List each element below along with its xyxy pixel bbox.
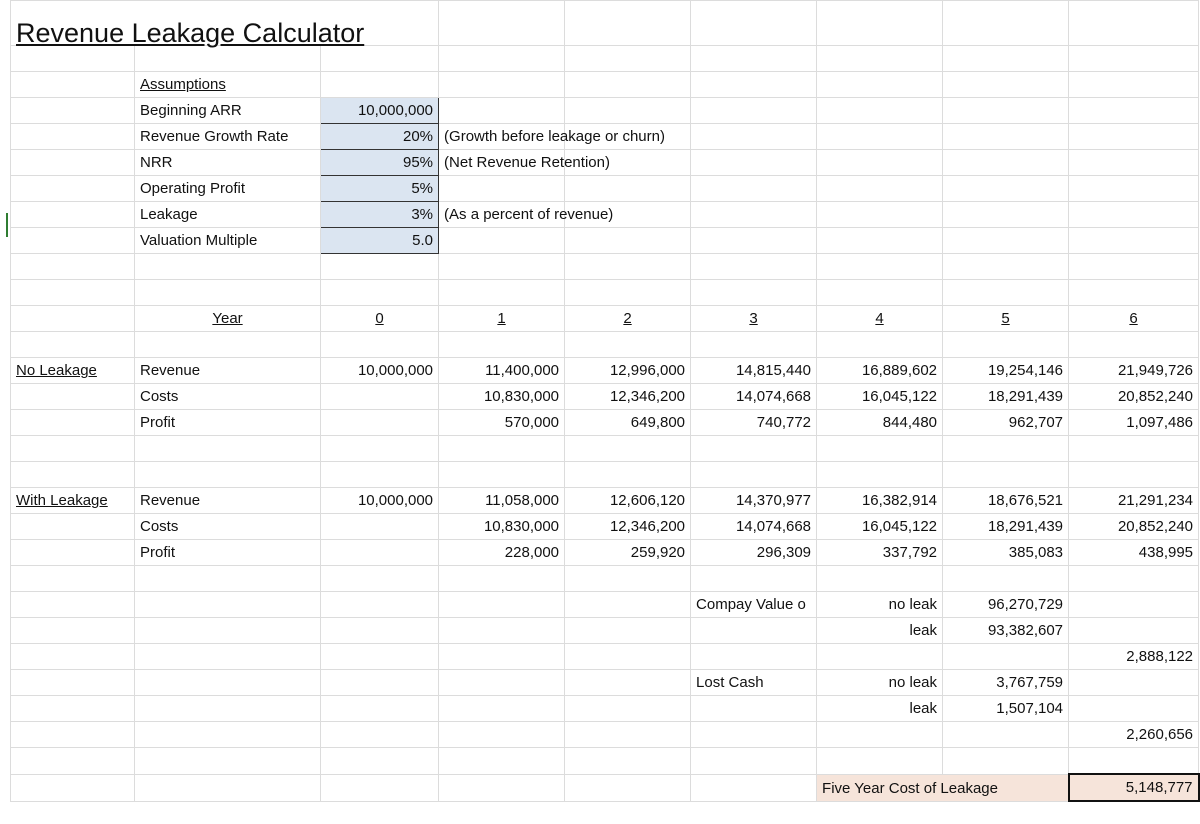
value-cell[interactable]: 12,996,000 bbox=[565, 358, 691, 384]
year-header-cell[interactable]: 3 bbox=[691, 306, 817, 332]
row-label[interactable]: Profit bbox=[135, 410, 321, 436]
value-cell[interactable]: 21,949,726 bbox=[1069, 358, 1199, 384]
row-with-leakage-profit bbox=[11, 540, 1199, 566]
lost-cash-leak-label[interactable]: leak bbox=[817, 696, 943, 722]
value-cell[interactable]: 296,309 bbox=[691, 540, 817, 566]
value-cell[interactable]: 20,852,240 bbox=[1069, 514, 1199, 540]
value-cell[interactable]: 740,772 bbox=[691, 410, 817, 436]
value-cell[interactable]: 16,045,122 bbox=[817, 384, 943, 410]
assumption-label[interactable]: Beginning ARR bbox=[135, 98, 321, 124]
row-label[interactable]: Costs bbox=[135, 384, 321, 410]
lost-cash-difference[interactable]: 2,260,656 bbox=[1069, 722, 1199, 748]
row-label[interactable]: Profit bbox=[135, 540, 321, 566]
row-blank bbox=[11, 46, 1199, 72]
row-blank bbox=[11, 748, 1199, 775]
value-cell[interactable]: 10,000,000 bbox=[321, 358, 439, 384]
row-blank bbox=[11, 280, 1199, 306]
value-cell[interactable]: 438,995 bbox=[1069, 540, 1199, 566]
worksheet-table bbox=[10, 0, 1200, 802]
row-nrr bbox=[11, 150, 1199, 176]
year-header-cell[interactable]: 0 bbox=[321, 306, 439, 332]
sheet-title[interactable]: Revenue Leakage Calculator bbox=[11, 1, 439, 46]
no-leakage-section-label[interactable]: No Leakage bbox=[11, 358, 135, 384]
value-cell[interactable]: 10,830,000 bbox=[439, 384, 565, 410]
row-blank bbox=[11, 566, 1199, 592]
assumption-note[interactable]: (Growth before leakage or churn) bbox=[439, 124, 565, 150]
value-cell[interactable] bbox=[321, 410, 439, 436]
row-label[interactable]: Costs bbox=[135, 514, 321, 540]
lost-cash-leak[interactable]: 1,507,104 bbox=[943, 696, 1069, 722]
row-no-leakage-revenue bbox=[11, 358, 1199, 384]
value-cell[interactable]: 228,000 bbox=[439, 540, 565, 566]
row-lost-cash-difference bbox=[11, 722, 1199, 748]
row-no-leakage-costs bbox=[11, 384, 1199, 410]
value-cell[interactable]: 10,000,000 bbox=[321, 488, 439, 514]
value-cell[interactable]: 19,254,146 bbox=[943, 358, 1069, 384]
row-blank bbox=[11, 436, 1199, 462]
row-valuation-multiple bbox=[11, 228, 1199, 254]
value-cell[interactable]: 16,382,914 bbox=[817, 488, 943, 514]
operating-profit-input[interactable]: 5% bbox=[321, 176, 439, 202]
value-cell[interactable]: 259,920 bbox=[565, 540, 691, 566]
value-cell[interactable]: 12,346,200 bbox=[565, 514, 691, 540]
value-cell[interactable]: 21,291,234 bbox=[1069, 488, 1199, 514]
row-label[interactable]: Revenue bbox=[135, 488, 321, 514]
row-lost-cash-no-leak bbox=[11, 670, 1199, 696]
value-cell[interactable]: 18,291,439 bbox=[943, 384, 1069, 410]
value-cell[interactable]: 844,480 bbox=[817, 410, 943, 436]
assumption-label[interactable]: Leakage bbox=[135, 202, 321, 228]
row-with-leakage-revenue bbox=[11, 488, 1199, 514]
lost-cash-no-leak[interactable]: 3,767,759 bbox=[943, 670, 1069, 696]
row-title bbox=[11, 1, 1199, 46]
value-cell[interactable]: 14,074,668 bbox=[691, 384, 817, 410]
year-header-cell[interactable]: 4 bbox=[817, 306, 943, 332]
value-cell[interactable]: 18,676,521 bbox=[943, 488, 1069, 514]
value-cell[interactable]: 649,800 bbox=[565, 410, 691, 436]
row-assumptions-heading bbox=[11, 72, 1199, 98]
assumption-label[interactable]: Operating Profit bbox=[135, 176, 321, 202]
row-growth-rate bbox=[11, 124, 1199, 150]
lost-cash-label[interactable]: Lost Cash bbox=[691, 670, 817, 696]
leakage-input[interactable]: 3% bbox=[321, 202, 439, 228]
value-cell[interactable]: 20,852,240 bbox=[1069, 384, 1199, 410]
five-year-cost-value[interactable]: 5,148,777 bbox=[1069, 774, 1199, 801]
valuation-multiple-input[interactable]: 5.0 bbox=[321, 228, 439, 254]
value-cell[interactable]: 16,045,122 bbox=[817, 514, 943, 540]
company-value-no-leak[interactable]: 96,270,729 bbox=[943, 592, 1069, 618]
value-cell[interactable] bbox=[321, 384, 439, 410]
row-label[interactable]: Revenue bbox=[135, 358, 321, 384]
value-cell[interactable]: 12,606,120 bbox=[565, 488, 691, 514]
value-cell[interactable]: 14,370,977 bbox=[691, 488, 817, 514]
assumption-label[interactable]: Revenue Growth Rate bbox=[135, 124, 321, 150]
value-cell[interactable]: 14,074,668 bbox=[691, 514, 817, 540]
value-cell[interactable] bbox=[321, 514, 439, 540]
active-cell-indicator bbox=[6, 213, 8, 237]
row-no-leakage-profit bbox=[11, 410, 1199, 436]
assumption-label[interactable]: NRR bbox=[135, 150, 321, 176]
row-with-leakage-costs bbox=[11, 514, 1199, 540]
value-cell[interactable]: 12,346,200 bbox=[565, 384, 691, 410]
row-beginning-arr bbox=[11, 98, 1199, 124]
with-leakage-section-label[interactable]: With Leakage bbox=[11, 488, 135, 514]
value-cell[interactable]: 385,083 bbox=[943, 540, 1069, 566]
value-cell[interactable]: 10,830,000 bbox=[439, 514, 565, 540]
company-value-no-leak-label[interactable]: no leak bbox=[817, 592, 943, 618]
year-header-cell[interactable]: 6 bbox=[1069, 306, 1199, 332]
row-leakage bbox=[11, 202, 1199, 228]
row-blank bbox=[11, 462, 1199, 488]
company-value-leak-label[interactable]: leak bbox=[817, 618, 943, 644]
assumptions-heading[interactable]: Assumptions bbox=[135, 72, 321, 98]
company-value-leak[interactable]: 93,382,607 bbox=[943, 618, 1069, 644]
row-five-year-cost bbox=[11, 774, 1199, 801]
value-cell[interactable]: 11,400,000 bbox=[439, 358, 565, 384]
five-year-cost-label[interactable]: Five Year Cost of Leakage bbox=[817, 774, 1069, 801]
row-blank bbox=[11, 254, 1199, 280]
row-operating-profit bbox=[11, 176, 1199, 202]
value-cell[interactable]: 18,291,439 bbox=[943, 514, 1069, 540]
year-header-cell[interactable]: 1 bbox=[439, 306, 565, 332]
year-header-cell[interactable]: 2 bbox=[565, 306, 691, 332]
lost-cash-no-leak-label[interactable]: no leak bbox=[817, 670, 943, 696]
value-cell[interactable]: 337,792 bbox=[817, 540, 943, 566]
row-year-header bbox=[11, 306, 1199, 332]
growth-rate-input[interactable]: 20% bbox=[321, 124, 439, 150]
value-cell[interactable]: 962,707 bbox=[943, 410, 1069, 436]
row-lost-cash-leak bbox=[11, 696, 1199, 722]
company-value-difference[interactable]: 2,888,122 bbox=[1069, 644, 1199, 670]
assumption-note[interactable]: (As a percent of revenue) bbox=[439, 202, 565, 228]
value-cell[interactable]: 16,889,602 bbox=[817, 358, 943, 384]
value-cell[interactable]: 11,058,000 bbox=[439, 488, 565, 514]
value-cell[interactable]: 570,000 bbox=[439, 410, 565, 436]
row-company-value-leak bbox=[11, 618, 1199, 644]
company-value-label[interactable]: Compay Value o bbox=[691, 592, 817, 618]
value-cell[interactable]: 14,815,440 bbox=[691, 358, 817, 384]
row-company-value-no-leak bbox=[11, 592, 1199, 618]
year-label[interactable]: Year bbox=[135, 306, 321, 332]
row-blank bbox=[11, 332, 1199, 358]
assumption-label[interactable]: Valuation Multiple bbox=[135, 228, 321, 254]
nrr-input[interactable]: 95% bbox=[321, 150, 439, 176]
beginning-arr-input[interactable]: 10,000,000 bbox=[321, 98, 439, 124]
assumption-note[interactable]: (Net Revenue Retention) bbox=[439, 150, 565, 176]
year-header-cell[interactable]: 5 bbox=[943, 306, 1069, 332]
value-cell[interactable]: 1,097,486 bbox=[1069, 410, 1199, 436]
value-cell[interactable] bbox=[321, 540, 439, 566]
row-company-value-difference bbox=[11, 644, 1199, 670]
